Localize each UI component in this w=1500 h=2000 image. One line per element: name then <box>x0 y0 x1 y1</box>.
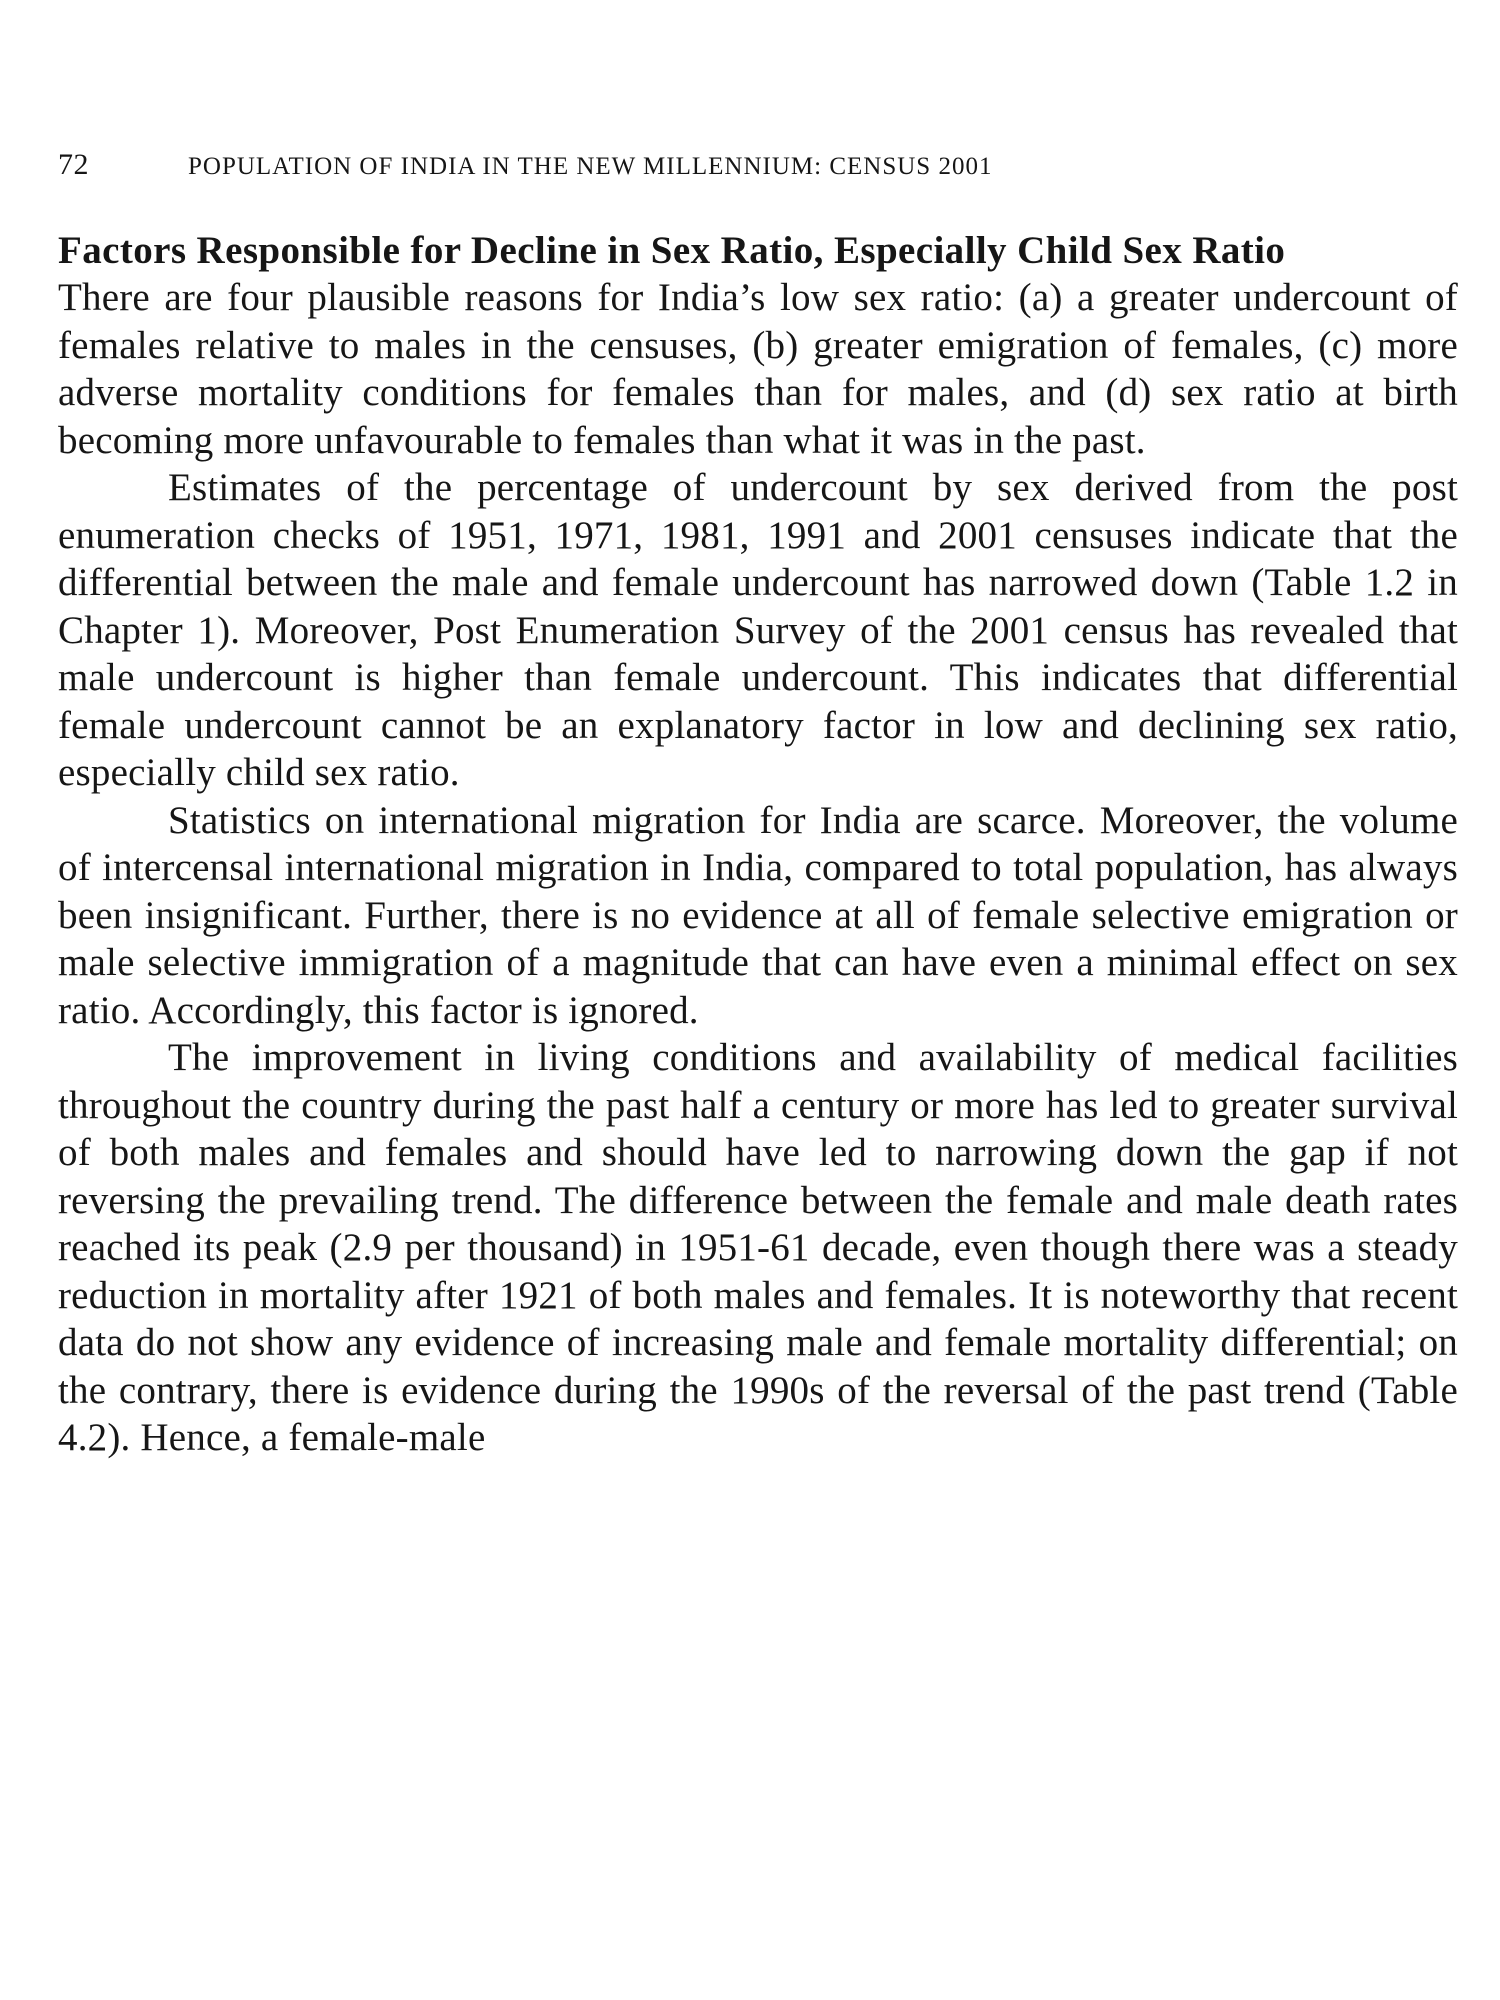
paragraph-undercount: Estimates of the percentage of undercount by sex derived from the post enumeration checks of 1951, 1971, 1981, 1991 and 2001 censuses indicate that the differential between the male and female undercount has narrowed down (Table 1.2 in Chapter 1). Moreover, Post Enumeration Survey of the 2001 census has revealed that male undercount is higher than female undercount. This indicates that differential female undercount cannot be an explanatory factor in low and declining sex ratio, especially child sex ratio. <box>58 466 1458 794</box>
running-title: POPULATION OF INDIA IN THE NEW MILLENNIUM: CENSUS 2001 <box>188 153 993 180</box>
paragraph-reasons: There are four plausible reasons for India’s low sex ratio: (a) a greater undercount of females relative to males in the censuses, (b) greater emigration of females, (c) more adverse mortality conditions for females than for males, and (d) sex ratio at birth becoming more unfavourable to females than what it was in the past. <box>58 276 1458 462</box>
section-heading: Factors Responsible for Decline in Sex Ratio, Especially Child Sex Ratio <box>58 229 1286 272</box>
paragraph-migration: Statistics on international migration for India are scarce. Moreover, the volume of intercensal international migration in India, compared to total population, has always been insignificant. Further, there is no evidence at all of female selective emigration or male selective immigration of a magnitude that can have even a minimal effect on sex ratio. Accordingly, this factor is ignored. <box>58 798 1458 1032</box>
book-page <box>58 148 1458 1462</box>
page-number: 72 <box>58 148 89 181</box>
paragraph-mortality: The improvement in living conditions and availability of medical facilities throughout the country during the past half a century or more has led to greater survival of both males and females and should have led to narrowing down the gap if not reversing the prevailing trend. The difference between the female and male death rates reached its peak (2.9 per thousand) in 1951-61 decade, even though there was a steady reduction in mortality after 1921 of both males and females. It is noteworthy that recent data do not show any evidence of increasing male and female mortality differential; on the contrary, there is evidence during the 1990s of the reversal of the past trend (Table 4.2). Hence, a female-male <box>58 1036 1458 1459</box>
running-header <box>58 148 1458 182</box>
